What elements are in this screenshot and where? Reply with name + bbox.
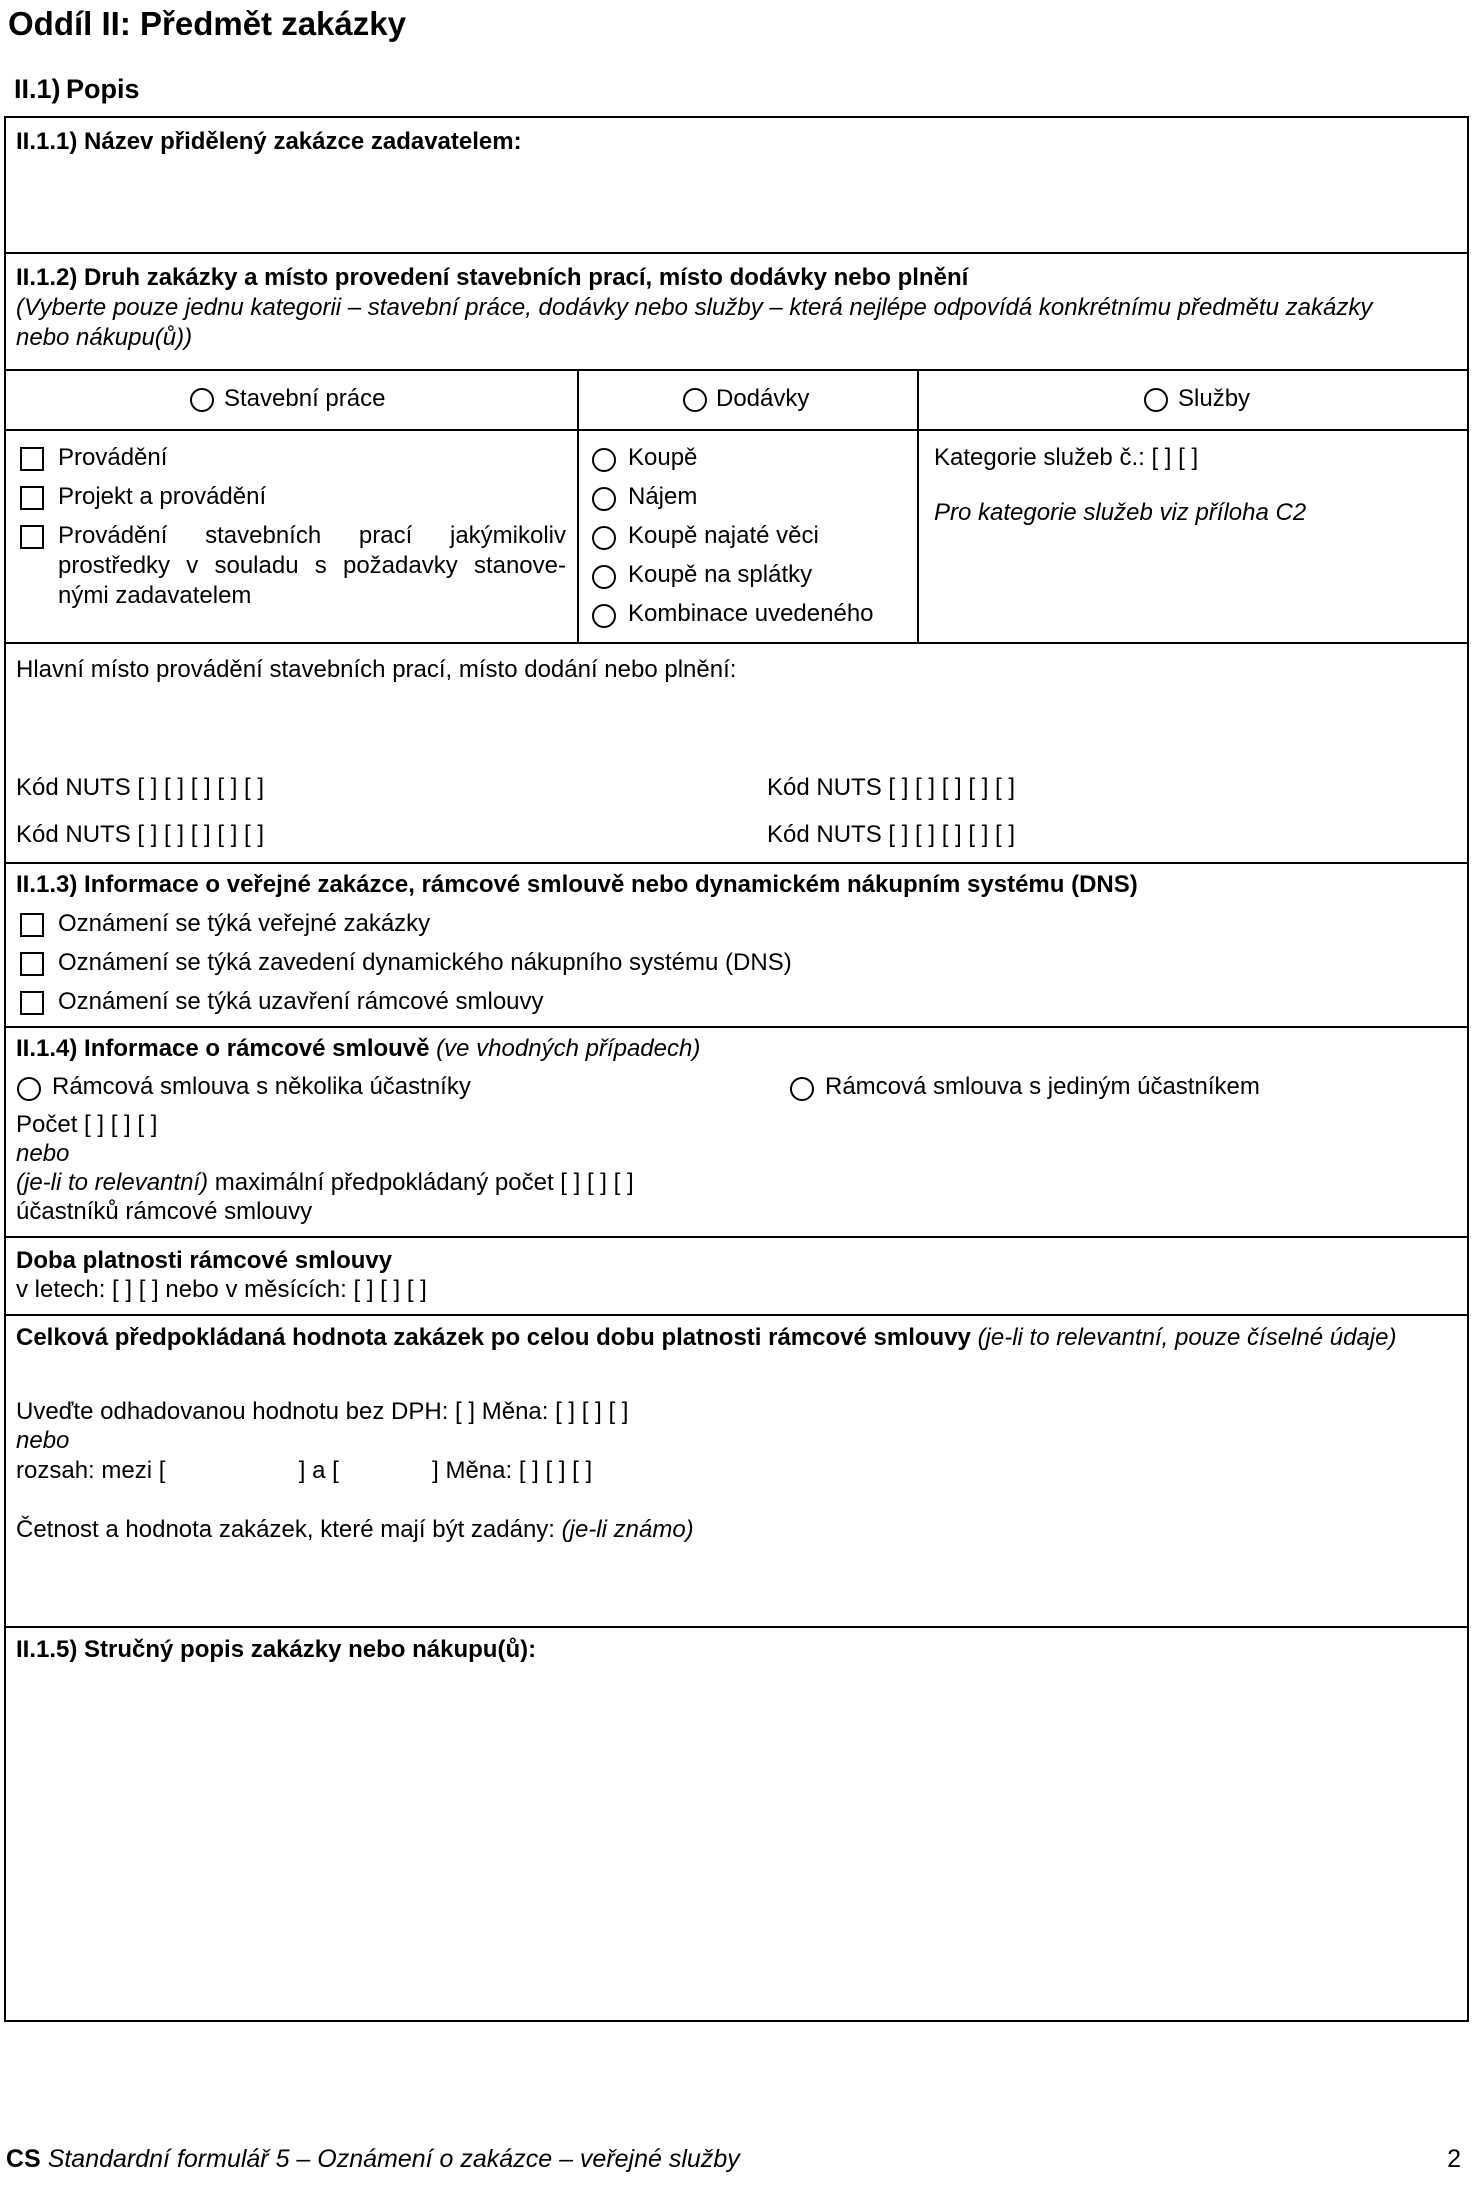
framework-multi-label: Rámcová smlouva s několika účastníky [52,1073,471,1100]
s112-label: II.1.2) Druh zakázky a místo provedení stavebních prací, místo dodávky nebo plnění [16,264,969,291]
works-option: Projekt a provádění [58,483,267,510]
col-supplies-label: Dodávky [716,385,810,412]
section-number: II.1) [14,74,61,104]
framework-single-label: Rámcová smlouva s jediným účastníkem [825,1073,1260,1100]
or-label: nebo [16,1427,70,1454]
works-option-cont: nými zadavatelem [58,582,252,609]
page-number: 2 [1447,2145,1461,2173]
place-label: Hlavní místo provádění stavebních prací, místo dodání nebo plnění: [16,656,737,683]
divider [4,252,1469,254]
s113-option: Oznámení se týká uzavření rámcové smlouvy [58,988,544,1015]
checkbox-works-design-execution[interactable] [20,486,44,510]
col-services-label: Služby [1178,385,1251,412]
range-text: rozsah: mezi [ ] a [ ] Měna: [ ] [ ] [ ] [16,1457,593,1484]
checkbox-public-contract[interactable] [20,913,44,937]
footer-text: Standardní formulář 5 – Oznámení o zakázce – veřejné služby [47,2145,740,2173]
radio-rental[interactable] [592,526,616,550]
supplies-option: Koupě [628,444,698,471]
nuts-code: Kód NUTS [ ] [ ] [ ] [ ] [ ] [767,821,1016,848]
radio-framework-single[interactable] [790,1077,814,1101]
supplies-option: Koupě na splátky [628,561,813,588]
divider [4,862,1469,864]
s112-note: (Vyberte pouze jednu kategorii – stavební práce, dodávky nebo služby – která nejlépe odpovídá konkrétnímu předmětu zakázky [16,294,1373,321]
col-works-label: Stavební práce [224,385,386,412]
supplies-option: Nájem [628,483,698,510]
s114-label: II.1.4) Informace o rámcové smlouvě [16,1035,430,1062]
section-title: Oddíl II: Předmět zakázky [8,5,406,42]
divider [4,369,1469,371]
s112-note-2: nebo nákupu(ů)) [16,324,193,351]
radio-services[interactable] [1144,388,1168,412]
s115-label: II.1.5) Stručný popis zakázky nebo nákupu(ů): [16,1636,537,1663]
total-title: Celková předpokládaná hodnota zakázek po celou dobu platnosti rámcové smlouvy [16,1324,971,1351]
radio-lease[interactable] [592,487,616,511]
divider [4,1026,1469,1028]
participants-count: Počet [ ] [ ] [ ] [16,1111,158,1138]
frequency-text: Četnost a hodnota zakázek, které mají být zadány: [16,1516,555,1543]
radio-combination[interactable] [592,604,616,628]
or-label: nebo [16,1140,70,1167]
radio-works[interactable] [190,388,214,412]
max-text: maximální předpokládaný počet [ ] [ ] [ ] [214,1169,634,1196]
works-option-cont: prostředky v souladu s požadavky stanove- [58,552,566,579]
divider [4,642,1469,644]
estimate-text: Uveďte odhadovanou hodnotu bez DPH: [ ] Měna: [ ] [ ] [ ] [16,1398,629,1425]
works-option: Provádění [58,444,168,471]
checkbox-works-execution[interactable] [20,447,44,471]
max-participants-cont: účastníků rámcové smlouvy [16,1198,313,1225]
supplies-option: Kombinace uvedeného [628,600,874,627]
duration-title: Doba platnosti rámcové smlouvy [16,1247,393,1274]
checkbox-framework[interactable] [20,991,44,1015]
frequency-note: (je-li známo) [561,1516,694,1543]
s113-option: Oznámení se týká zavedení dynamického nákupního systému (DNS) [58,949,792,976]
s111-field[interactable] [18,165,1448,245]
duration-text: v letech: [ ] [ ] nebo v měsících: [ ] [ ] [ ] [16,1276,427,1303]
footer [6,2144,740,2174]
radio-purchase[interactable] [592,448,616,472]
s113-option: Oznámení se týká veřejné zakázky [58,910,431,937]
radio-supplies[interactable] [683,388,707,412]
s114-heading [16,1034,700,1064]
nuts-code: Kód NUTS [ ] [ ] [ ] [ ] [ ] [16,774,265,801]
services-category: Kategorie služeb č.: [ ] [ ] [934,444,1199,471]
total-note: (je-li to relevantní, pouze číselné údaje) [977,1324,1397,1351]
radio-framework-multi[interactable] [17,1077,41,1101]
checkbox-works-any-means[interactable] [20,525,44,549]
divider [4,1236,1469,1238]
divider [4,429,1469,431]
s113-label: II.1.3) Informace o veřejné zakázce, rámcové smlouvě nebo dynamickém nákupním systému (DNS) [16,871,1138,898]
max-note: (je-li to relevantní) [16,1169,209,1196]
s115-field[interactable] [18,1675,1448,2005]
total-value-heading [16,1323,1396,1353]
column-divider [917,369,919,644]
column-divider [577,369,579,644]
s111-label: II.1.1) Název přidělený zakázce zadavatelem: [16,128,522,155]
divider [4,1626,1469,1628]
section-heading: Popis [66,74,140,104]
max-participants [16,1168,634,1198]
s114-label-note: (ve vhodných případech) [436,1035,701,1062]
works-option: Provádění stavebních prací jakýmikoliv [58,522,566,549]
services-note: Pro kategorie služeb viz příloha C2 [934,499,1307,526]
nuts-code: Kód NUTS [ ] [ ] [ ] [ ] [ ] [16,821,265,848]
checkbox-dps[interactable] [20,952,44,976]
footer-lang: CS [6,2145,41,2173]
radio-hire-purchase[interactable] [592,565,616,589]
divider [4,1314,1469,1316]
frequency-heading [16,1515,694,1545]
supplies-option: Koupě najaté věci [628,522,819,549]
nuts-code: Kód NUTS [ ] [ ] [ ] [ ] [ ] [767,774,1016,801]
